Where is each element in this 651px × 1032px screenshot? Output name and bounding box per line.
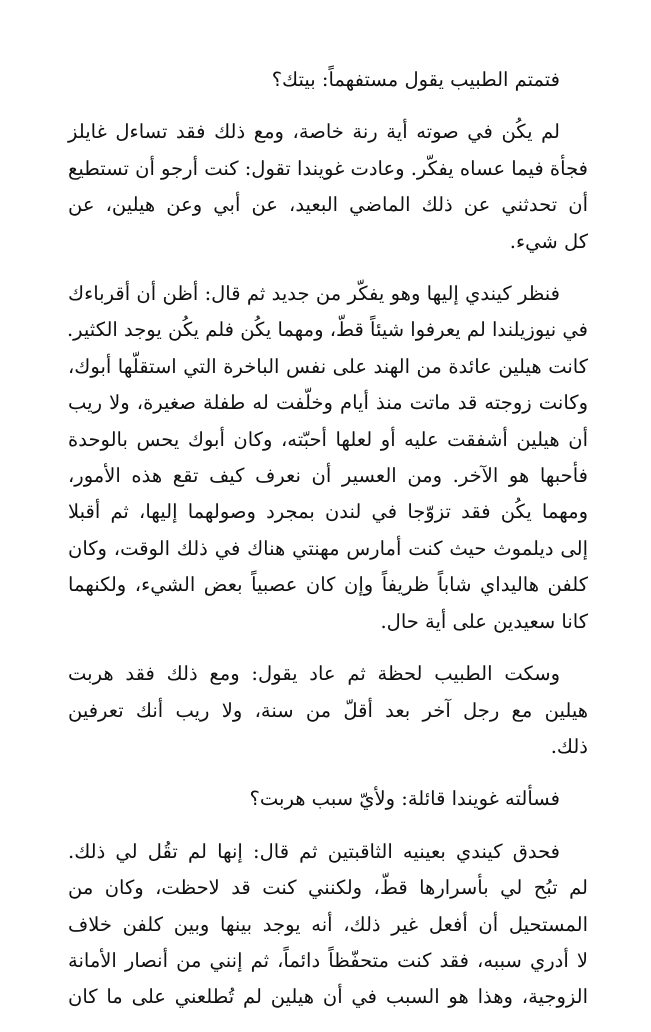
text-line: فجأة فيما عساه يفكّر. وعادت غويندا تقول: كنت أرجو أن تستطيع <box>67 156 588 180</box>
paragraph-3 <box>68 276 588 640</box>
text-line: أن هيلين أشفقت عليه أو لعلها أحبّته، وكان أبوك يحس بالوحدة <box>68 427 588 451</box>
paragraph-6 <box>68 834 588 1016</box>
text-line: ومهما يكُن فقد تزوّجا في لندن بمجرد وصولهما إليها، ثم أقبلا <box>68 500 588 524</box>
text-line: كانا سعيدين على أية حال. <box>380 609 588 633</box>
text-line: وكانت زوجته قد ماتت منذ أيام وخلّفت له طفلة صغيرة، ولا ريب <box>68 391 588 415</box>
text-line: فسألته غويندا قائلة: ولأيّ سبب هربت؟ <box>249 787 560 811</box>
text-line: المستحيل أن أفعل غير ذلك، أنه يوجد بينها وبين كلفن خلاف <box>68 912 588 936</box>
text-line: فتمتم الطبيب يقول مستفهماً: بيتك؟ <box>271 68 560 91</box>
text-line: كل شيء. <box>509 229 588 253</box>
text-line: لم تبُح لي بأسرارها قطّ، ولكنني كنت قد لاحظت، وكان من <box>68 876 588 900</box>
text-line: الزوجية، وهذا هو السبب في أن هيلين لم تُطلعني على ما كان <box>68 985 588 1009</box>
text-line: إلى ديلموث حيث كنت أمارس مهنتي هناك في ذلك الوقت، وكان <box>68 536 588 560</box>
text-line: فنظر كيندي إليها وهو يفكّر من جديد ثم قال: أظن أن أقرباءك <box>68 282 560 306</box>
paragraph-5 <box>68 781 588 817</box>
paragraph-4 <box>68 656 588 765</box>
text-line: هيلين مع رجل آخر بعد أقلّ من سنة، ولا ريب أنك تعرفين <box>68 698 588 722</box>
book-page <box>68 62 588 1032</box>
text-line: فحدق كيندي بعينيه الثاقبتين ثم قال: إنها لم تقُل لي ذلك. <box>68 839 560 863</box>
text-line: أن تحدثني عن ذلك الماضي البعيد، عن أبي وعن هيلين، عن <box>68 193 588 217</box>
paragraph-2 <box>68 114 588 260</box>
text-line: كانت هيلين عائدة من الهند على نفس الباخرة التي استقلّها أبوك، <box>68 354 588 378</box>
text-line: كلفن هاليداي شاباً ظريفاً وإن كان عصبياً بعض الشيء، ولكنهما <box>68 573 588 597</box>
text-line: ذلك. <box>550 734 588 758</box>
text-line: في نيوزيلندا لم يعرفوا شيئاً قطّ، ومهما يكُن فلم يكُن يوجد الكثير. <box>66 318 588 342</box>
paragraph-1 <box>68 62 588 98</box>
text-line: وسكت الطبيب لحظة ثم عاد يقول: ومع ذلك فقد هربت <box>68 662 560 686</box>
text-line: لم يكُن في صوته أية رنة خاصة، ومع ذلك فقد تساءل غايلز <box>68 120 560 144</box>
text-line: فأحبها هو الآخر. ومن العسير أن نعرف كيف تقع هذه الأمور، <box>68 464 588 488</box>
text-line: لا أدري سببه، فقد كنت متحفّظاً دائماً، ثم إنني من أنصار الأمانة <box>68 948 588 972</box>
